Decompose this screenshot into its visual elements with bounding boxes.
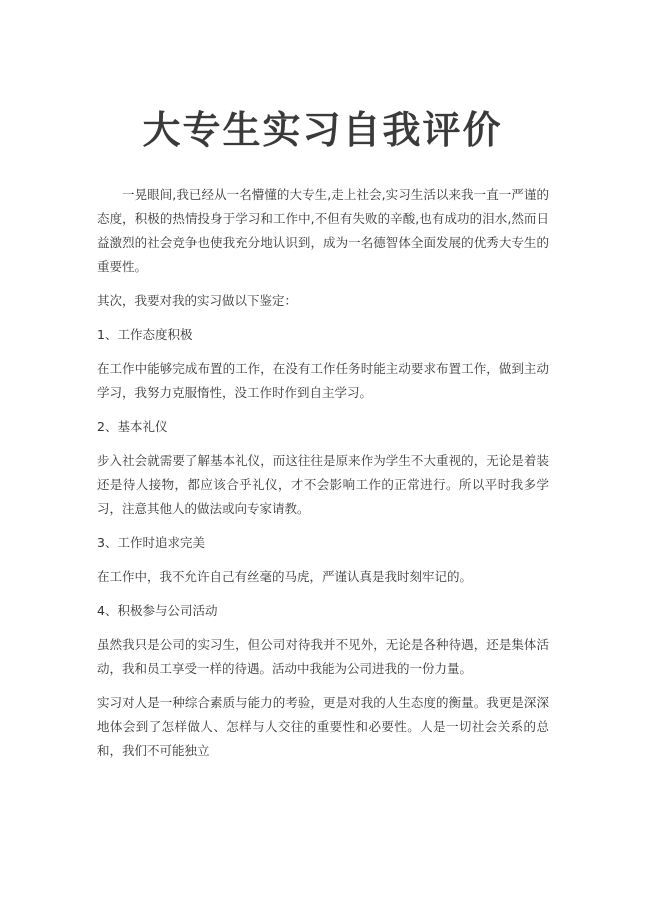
section-heading-2: 2、基本礼仪 [97,419,168,434]
document-body [97,183,549,773]
paragraph-section-1: 在工作中能够完成布置的工作，在没有工作任务时能主动要求布置工作，做到主动学习，我努力克服惰性，没工作时作到自主学习。 [97,361,549,400]
paragraph-section-2: 步入社会就需要了解基本礼仪，而这往往是原来作为学生不大重视的，无论是着装还是待人接物，都应该合乎礼仪，才不会影响工作的正常进行。所以平时我多学习，注意其他人的做法或向专家请教。 [97,453,549,516]
section-heading-1: 1、工作态度积极 [97,327,193,342]
paragraph-section-4: 虽然我只是公司的实习生，但公司对待我并不见外，无论是各种待遇，还是集体活动，我和员工享受一样的待遇。活动中我能为公司进我的一份力量。 [97,637,549,676]
section-heading-4: 4、积极参与公司活动 [97,603,218,618]
paragraph-transition: 其次，我要对我的实习做以下鉴定： [97,293,298,308]
paragraph-section-3: 在工作中，我不允许自己有丝毫的马虎，严谨认真是我时刻牢记的。 [97,569,473,584]
section-heading-3: 3、工作时追求完美 [97,535,205,550]
document-title: 大专生实习自我评价 [142,108,503,152]
paragraph-conclusion: 实习对人是一种综合素质与能力的考验，更是对我的人生态度的衡量。我更是深深地体会到了怎样做人、怎样与人交往的重要性和必要性。人是一切社会关系的总和，我们不可能独立 [97,695,549,758]
paragraph-intro: 一晃眼间,我已经从一名懵懂的大专生,走上社会,实习生活以来我一直一严谨的态度，积极的热情投身于学习和工作中,不但有失败的辛酸,也有成功的泪水,然而日益激烈的社会竞争也使我充分地认识到，成为一名德智体全面发展的优秀大专生的重要性。 [97,187,549,274]
